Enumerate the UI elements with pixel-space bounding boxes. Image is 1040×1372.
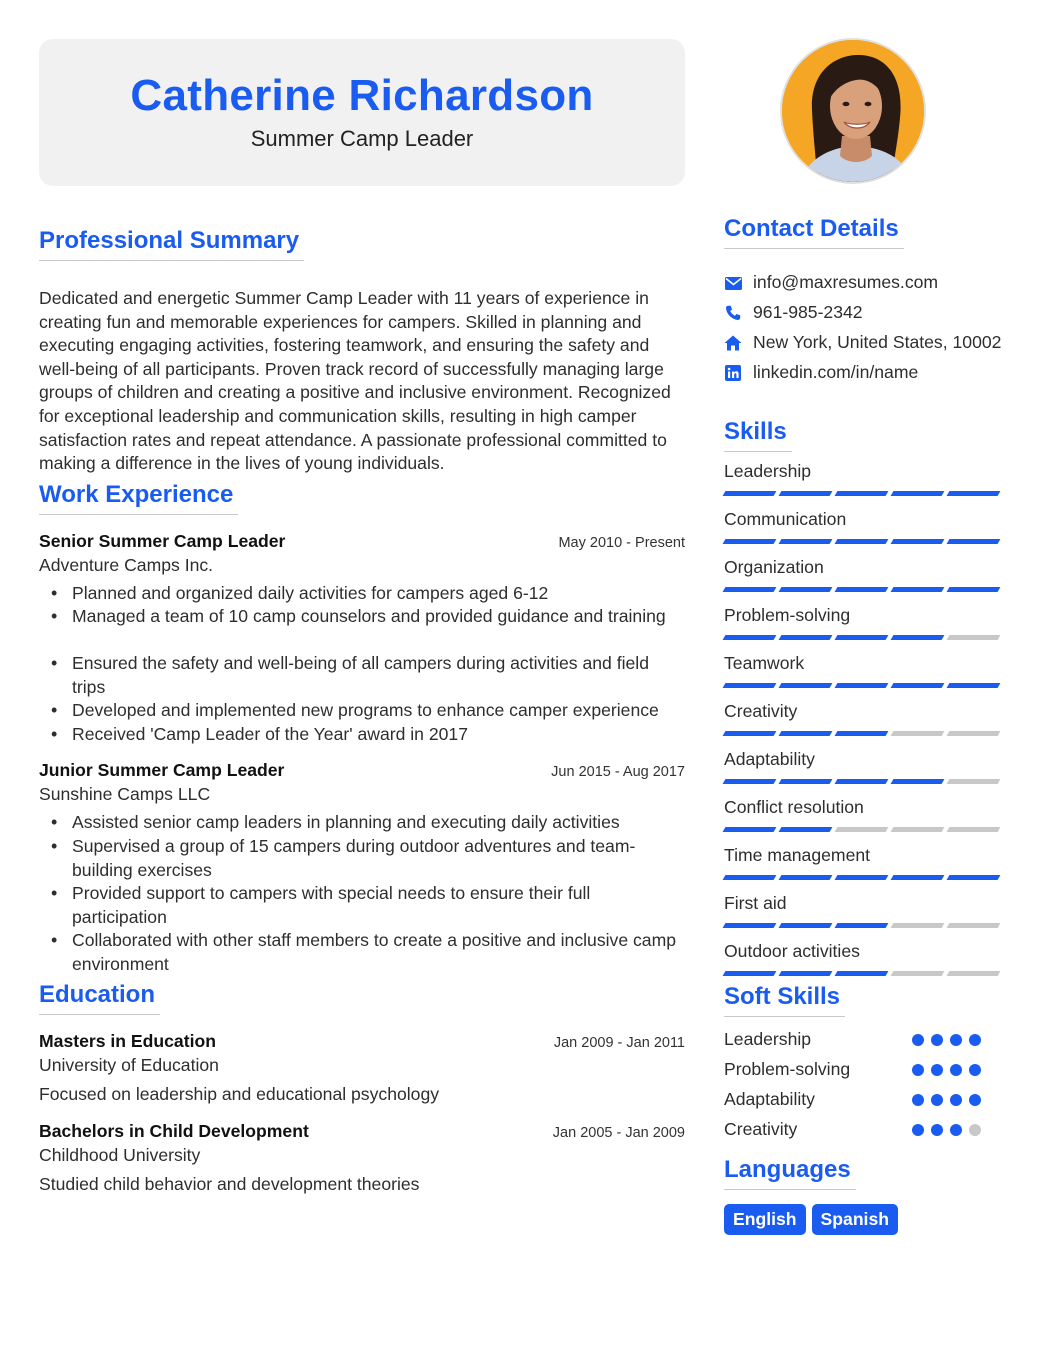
rating-dot bbox=[931, 1094, 943, 1106]
skill-item bbox=[724, 508, 1004, 544]
rating-dot bbox=[969, 1064, 981, 1076]
job-dates: Jun 2015 - Aug 2017 bbox=[551, 764, 685, 781]
job-bullet: • Managed a team of 10 camp counselors and provided guidance and training bbox=[39, 605, 685, 652]
skill-item bbox=[724, 652, 1004, 688]
job-entry bbox=[39, 758, 685, 976]
skill-level-bar bbox=[724, 779, 1004, 784]
skill-item bbox=[724, 892, 1004, 928]
skill-level-segment bbox=[835, 539, 889, 544]
job-bullets bbox=[39, 811, 685, 976]
home-icon bbox=[724, 334, 742, 352]
skills-section bbox=[724, 417, 1004, 976]
skill-level-segment bbox=[947, 491, 1001, 496]
skill-level-segment bbox=[779, 491, 833, 496]
job-bullet: • Received 'Camp Leader of the Year' award in 2017 bbox=[39, 723, 685, 747]
skill-label: Creativity bbox=[724, 700, 798, 721]
contact-address-text: New York, United States, 10002 bbox=[753, 332, 1002, 353]
skill-level-bar bbox=[724, 491, 1004, 496]
contact-email bbox=[724, 271, 1004, 295]
degree-dates: Jan 2005 - Jan 2009 bbox=[552, 1125, 685, 1142]
contact-section bbox=[724, 214, 1004, 385]
soft-skill-item bbox=[724, 1115, 1004, 1145]
school-name: Childhood University bbox=[39, 1145, 201, 1166]
skill-label: Problem-solving bbox=[724, 604, 851, 625]
skill-level-segment bbox=[947, 923, 1001, 928]
skill-level-segment bbox=[947, 779, 1001, 784]
soft-skills-list bbox=[724, 1025, 1004, 1145]
skill-level-bar bbox=[724, 731, 1004, 736]
section-heading-soft-skills: Soft Skills bbox=[724, 982, 845, 1017]
skill-level-bar bbox=[724, 587, 1004, 592]
skill-level-segment bbox=[947, 971, 1001, 976]
skill-item bbox=[724, 940, 1004, 976]
skill-label: Organization bbox=[724, 556, 824, 577]
skill-item bbox=[724, 460, 1004, 496]
skill-level-segment bbox=[779, 587, 833, 592]
rating-dot bbox=[931, 1034, 943, 1046]
skill-level-segment bbox=[835, 779, 889, 784]
skill-level-segment bbox=[779, 683, 833, 688]
job-bullet: • Collaborated with other staff members to create a positive and inclusive camp environment bbox=[39, 929, 685, 976]
rating-dot bbox=[969, 1034, 981, 1046]
rating-dot bbox=[931, 1064, 943, 1076]
skill-level-segment bbox=[723, 491, 777, 496]
language-tag: English bbox=[724, 1204, 806, 1235]
skill-level-segment bbox=[835, 827, 889, 832]
skill-item bbox=[724, 556, 1004, 592]
skill-label: First aid bbox=[724, 892, 787, 913]
skill-level-segment bbox=[835, 683, 889, 688]
skill-level-bar bbox=[724, 971, 1004, 976]
skill-label: Conflict resolution bbox=[724, 796, 864, 817]
education-entry bbox=[39, 1119, 685, 1196]
profile-photo-image bbox=[782, 40, 926, 184]
skill-label: Time management bbox=[724, 844, 871, 865]
skill-label: Communication bbox=[724, 508, 847, 529]
section-heading-skills: Skills bbox=[724, 417, 792, 452]
skill-level-segment bbox=[947, 539, 1001, 544]
soft-skill-label: Adaptability bbox=[724, 1089, 815, 1110]
soft-skill-rating bbox=[912, 1034, 981, 1046]
profile-photo bbox=[780, 38, 926, 184]
skill-item bbox=[724, 604, 1004, 640]
skill-level-segment bbox=[723, 971, 777, 976]
linkedin-icon bbox=[724, 364, 742, 382]
soft-skill-item bbox=[724, 1025, 1004, 1055]
degree-title: Masters in Education bbox=[39, 1031, 216, 1052]
skill-label: Teamwork bbox=[724, 652, 805, 673]
skill-level-segment bbox=[947, 635, 1001, 640]
main-column bbox=[39, 226, 685, 1196]
skill-level-segment bbox=[835, 491, 889, 496]
rating-dot bbox=[969, 1124, 981, 1136]
skill-level-segment bbox=[779, 923, 833, 928]
skill-level-bar bbox=[724, 923, 1004, 928]
skill-level-segment bbox=[891, 875, 945, 880]
section-heading-education: Education bbox=[39, 980, 160, 1015]
section-heading-experience: Work Experience bbox=[39, 480, 238, 515]
skill-level-segment bbox=[779, 731, 833, 736]
language-tag: Spanish bbox=[812, 1204, 898, 1235]
job-entry bbox=[39, 529, 685, 747]
section-heading-contact: Contact Details bbox=[724, 214, 904, 249]
skill-level-segment bbox=[891, 779, 945, 784]
skill-level-segment bbox=[891, 587, 945, 592]
soft-skill-rating bbox=[912, 1124, 981, 1136]
soft-skills-section bbox=[724, 982, 1004, 1145]
rating-dot bbox=[931, 1124, 943, 1136]
rating-dot bbox=[912, 1064, 924, 1076]
skill-label: Leadership bbox=[724, 460, 812, 481]
skill-level-segment bbox=[891, 971, 945, 976]
skill-level-segment bbox=[947, 731, 1001, 736]
skill-item bbox=[724, 748, 1004, 784]
skill-level-segment bbox=[891, 827, 945, 832]
education-entry bbox=[39, 1029, 685, 1106]
skill-level-segment bbox=[779, 875, 833, 880]
skill-level-segment bbox=[835, 731, 889, 736]
contact-email-text[interactable]: info@maxresumes.com bbox=[753, 272, 939, 292]
job-company: Sunshine Camps LLC bbox=[39, 784, 211, 805]
skill-level-segment bbox=[947, 827, 1001, 832]
envelope-icon bbox=[724, 274, 742, 292]
skill-level-segment bbox=[723, 683, 777, 688]
contact-phone bbox=[724, 301, 1004, 325]
candidate-name: Catherine Richardson bbox=[130, 71, 594, 120]
skill-level-segment bbox=[891, 683, 945, 688]
job-dates: May 2010 - Present bbox=[558, 534, 685, 551]
summary-text: Dedicated and energetic Summer Camp Leader with 11 years of experience in creating fun and memorable experiences for campers. Skilled in planning and executing engaging activities, fostering teamwork, and ensuring the safety and well-being of all participants. Proven track record of successfully managing large groups of children and creating a positive and inclusive environment. Recognized for exceptional leadership and communication skills, resulting in high camper satisfaction rates and repeat attendance. A passionate professional committed to making a difference in the lives of young individuals. bbox=[39, 288, 671, 474]
rating-dot bbox=[912, 1124, 924, 1136]
rating-dot bbox=[969, 1094, 981, 1106]
skill-level-segment bbox=[779, 971, 833, 976]
skill-item bbox=[724, 796, 1004, 832]
soft-skill-item bbox=[724, 1055, 1004, 1085]
school-name: University of Education bbox=[39, 1055, 219, 1076]
skill-level-segment bbox=[723, 779, 777, 784]
section-heading-languages: Languages bbox=[724, 1155, 856, 1190]
job-bullet: • Developed and implemented new programs to enhance camper experience bbox=[39, 699, 685, 723]
skill-level-bar bbox=[724, 875, 1004, 880]
skill-label: Adaptability bbox=[724, 748, 815, 769]
degree-description: Studied child behavior and development theories bbox=[39, 1174, 420, 1195]
contact-phone-text[interactable]: 961-985-2342 bbox=[753, 302, 863, 323]
skill-level-segment bbox=[835, 971, 889, 976]
skill-level-segment bbox=[891, 923, 945, 928]
skill-level-segment bbox=[835, 875, 889, 880]
skill-level-segment bbox=[835, 923, 889, 928]
rating-dot bbox=[950, 1034, 962, 1046]
job-bullet: • Assisted senior camp leaders in planning and executing daily activities bbox=[39, 811, 685, 835]
contact-linkedin bbox=[724, 361, 1004, 385]
skill-level-segment bbox=[779, 539, 833, 544]
skill-level-segment bbox=[891, 491, 945, 496]
skill-level-segment bbox=[779, 635, 833, 640]
job-bullet: • Ensured the safety and well-being of all campers during activities and field trips bbox=[39, 652, 685, 699]
rating-dot bbox=[912, 1094, 924, 1106]
candidate-title: Summer Camp Leader bbox=[250, 126, 474, 151]
soft-skill-label: Problem-solving bbox=[724, 1059, 851, 1080]
job-bullet: • Planned and organized daily activities for campers aged 6-12 bbox=[39, 582, 685, 606]
header-card bbox=[39, 39, 685, 186]
skill-level-segment bbox=[835, 587, 889, 592]
skill-label: Outdoor activities bbox=[724, 940, 860, 961]
skill-level-segment bbox=[723, 923, 777, 928]
soft-skill-label: Leadership bbox=[724, 1029, 812, 1050]
skill-level-segment bbox=[723, 875, 777, 880]
rating-dot bbox=[950, 1124, 962, 1136]
soft-skill-label: Creativity bbox=[724, 1119, 798, 1140]
contact-linkedin-text[interactable]: linkedin.com/in/name bbox=[753, 362, 919, 383]
skill-level-segment bbox=[723, 827, 777, 832]
languages-section bbox=[724, 1155, 1004, 1235]
rating-dot bbox=[950, 1094, 962, 1106]
soft-skill-rating bbox=[912, 1094, 981, 1106]
skill-level-segment bbox=[779, 827, 833, 832]
skill-level-segment bbox=[947, 683, 1001, 688]
job-bullet: • Supervised a group of 15 campers during outdoor adventures and team-building exercises bbox=[39, 835, 685, 882]
phone-icon bbox=[724, 304, 742, 322]
professional-summary-section bbox=[39, 226, 685, 476]
language-tags bbox=[724, 1204, 1004, 1235]
skill-level-bar bbox=[724, 539, 1004, 544]
skill-level-bar bbox=[724, 827, 1004, 832]
degree-title: Bachelors in Child Development bbox=[39, 1121, 309, 1142]
skill-level-segment bbox=[723, 587, 777, 592]
education-section bbox=[39, 980, 685, 1196]
degree-description: Focused on leadership and educational psychology bbox=[39, 1084, 440, 1105]
contact-address bbox=[724, 331, 1004, 355]
skill-item bbox=[724, 700, 1004, 736]
section-heading-summary: Professional Summary bbox=[39, 226, 304, 261]
skill-level-segment bbox=[947, 587, 1001, 592]
skill-level-segment bbox=[835, 635, 889, 640]
rating-dot bbox=[950, 1064, 962, 1076]
soft-skill-rating bbox=[912, 1064, 981, 1076]
skill-level-bar bbox=[724, 683, 1004, 688]
job-title: Junior Summer Camp Leader bbox=[39, 760, 285, 781]
job-company: Adventure Camps Inc. bbox=[39, 554, 214, 575]
skill-level-segment bbox=[779, 779, 833, 784]
job-title: Senior Summer Camp Leader bbox=[39, 530, 286, 551]
skill-level-bar bbox=[724, 635, 1004, 640]
job-bullet: • Provided support to campers with special needs to ensure their full participation bbox=[39, 882, 685, 929]
skills-list bbox=[724, 460, 1004, 976]
work-experience-section bbox=[39, 480, 685, 977]
job-bullets bbox=[39, 582, 685, 747]
skill-level-segment bbox=[723, 539, 777, 544]
skill-level-segment bbox=[891, 539, 945, 544]
skill-level-segment bbox=[891, 731, 945, 736]
skill-level-segment bbox=[947, 875, 1001, 880]
degree-dates: Jan 2009 - Jan 2011 bbox=[553, 1035, 685, 1052]
rating-dot bbox=[912, 1034, 924, 1046]
skill-level-segment bbox=[723, 635, 777, 640]
skill-level-segment bbox=[891, 635, 945, 640]
skill-item bbox=[724, 844, 1004, 880]
skill-level-segment bbox=[723, 731, 777, 736]
soft-skill-item bbox=[724, 1085, 1004, 1115]
sidebar-column bbox=[724, 214, 1004, 1235]
